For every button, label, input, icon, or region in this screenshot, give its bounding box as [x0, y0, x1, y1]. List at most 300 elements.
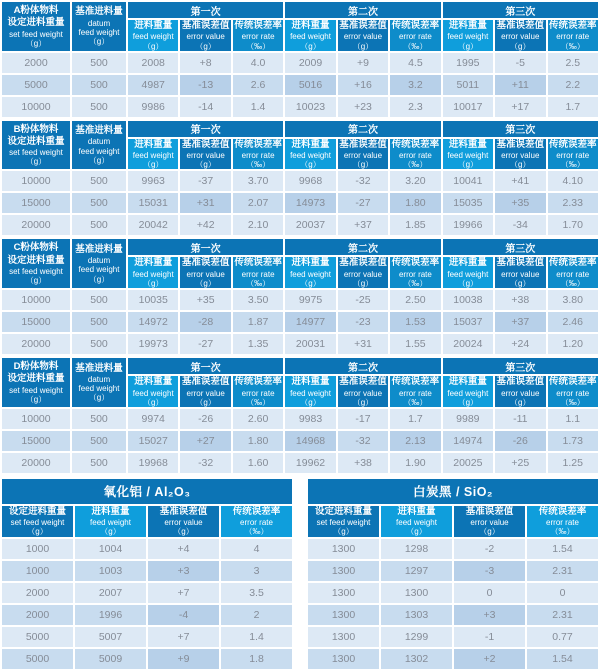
header-text: 设定进料重量 — [7, 254, 65, 266]
error-rate-header — [548, 20, 599, 51]
header-text: error rate — [241, 32, 275, 42]
data-cell: 1996 — [75, 605, 146, 625]
data-cell: 10041 — [443, 171, 493, 191]
data-cell: 500 — [72, 409, 126, 429]
trial-2-header: 第二次 — [285, 239, 440, 255]
header-text: （g） — [25, 394, 47, 404]
header-text: feed weight — [447, 388, 489, 398]
header-text: set feed weight — [316, 518, 371, 528]
data-cell: 1.7 — [548, 97, 599, 117]
table-row — [2, 97, 598, 117]
error-value-header — [180, 20, 230, 51]
data-cell: -14 — [180, 97, 230, 117]
data-cell: 500 — [72, 53, 126, 73]
data-cell: 15031 — [128, 193, 178, 213]
header-text: B粉体物料 — [13, 123, 59, 135]
header-text: set feed weight — [9, 266, 63, 276]
data-cell: 1003 — [75, 561, 146, 581]
data-cell: 20024 — [443, 334, 493, 354]
data-cell: 20031 — [285, 334, 335, 354]
data-cell: 2000 — [2, 53, 70, 73]
datum-feed-weight-header — [72, 2, 126, 51]
feed-weight-header — [285, 139, 335, 170]
data-cell: 1300 — [308, 605, 379, 625]
header-text: error value — [164, 518, 203, 528]
header-text: 基准误差值 — [496, 138, 545, 150]
data-cell: 10035 — [128, 290, 178, 310]
error-rate-header — [548, 376, 599, 407]
data-cell: 1.4 — [233, 97, 283, 117]
data-cell: 1302 — [381, 649, 452, 669]
header-text: 进料重量 — [448, 20, 487, 31]
header-text: （g） — [25, 38, 47, 48]
trial-2-header: 第二次 — [285, 358, 440, 374]
data-cell: 2.6 — [233, 75, 283, 95]
header-text: error value — [343, 388, 383, 398]
trial-2-header: 第二次 — [285, 121, 440, 137]
header-text: feed weight — [78, 27, 120, 37]
header-text: 基准误差值 — [339, 20, 387, 31]
error-value-header — [495, 257, 545, 288]
error-rate-header — [390, 257, 440, 288]
header-text: （g） — [142, 278, 164, 288]
compound-table-1 — [0, 477, 294, 671]
data-cell: 2007 — [75, 583, 146, 603]
data-cell: 1.54 — [527, 539, 598, 559]
header-text: 进料重量 — [134, 138, 173, 150]
header-text: （‰） — [246, 278, 271, 288]
data-cell: 500 — [72, 290, 126, 310]
header-text: 传统误差率 — [234, 20, 282, 31]
data-cell: 20037 — [285, 215, 335, 235]
header-text: error value — [186, 32, 225, 42]
trial-2-header: 第二次 — [285, 2, 440, 18]
data-cell: 2000 — [2, 605, 73, 625]
table-row — [2, 193, 598, 213]
data-cell: 9983 — [285, 409, 335, 429]
data-cell: 1.25 — [548, 453, 599, 473]
trial-3-header: 第三次 — [443, 121, 598, 137]
table-row — [2, 561, 292, 581]
data-cell: -28 — [180, 312, 230, 332]
header-row — [2, 506, 292, 537]
header-text: （‰） — [403, 278, 428, 288]
set-feed-weight-header — [308, 506, 379, 537]
data-cell: 500 — [72, 171, 126, 191]
feed-weight-header — [128, 20, 178, 51]
data-cell: 10000 — [2, 171, 70, 191]
data-cell: +31 — [338, 334, 388, 354]
data-cell: +35 — [495, 193, 545, 213]
header-text: feed weight — [78, 146, 120, 156]
data-cell: -17 — [338, 409, 388, 429]
data-cell: 500 — [72, 193, 126, 213]
header-text: （g） — [88, 37, 110, 47]
header-text: （g） — [510, 160, 531, 170]
powder-table-A — [0, 0, 600, 119]
error-value-header — [180, 139, 230, 170]
data-cell: -11 — [495, 409, 545, 429]
data-cell: 2.10 — [233, 215, 283, 235]
title-row — [308, 479, 598, 504]
header-text: 基准误差值 — [181, 20, 230, 31]
header-text: feed weight — [447, 32, 489, 42]
data-cell: 9963 — [128, 171, 178, 191]
header-text: 进料重量 — [397, 505, 436, 517]
data-cell: 2000 — [2, 583, 73, 603]
data-cell: 9974 — [128, 409, 178, 429]
header-text: （g） — [173, 527, 194, 537]
data-cell: 1.55 — [390, 334, 440, 354]
data-cell: 1.35 — [233, 334, 283, 354]
header-text: set feed weight — [9, 385, 63, 395]
data-cell: 0.77 — [527, 627, 598, 647]
header-text: 基准误差值 — [465, 505, 514, 517]
header-text: 基准进料量 — [75, 362, 123, 374]
feed-weight-header — [285, 257, 335, 288]
data-cell: -32 — [338, 431, 388, 451]
header-text: 进料重量 — [448, 257, 487, 269]
header-text: feed weight — [132, 388, 174, 398]
set-feed-weight-header — [2, 358, 70, 407]
header-text: error value — [501, 32, 540, 42]
header-text: 传统误差率 — [234, 138, 282, 150]
data-cell: 19966 — [443, 215, 493, 235]
data-cell: -27 — [338, 193, 388, 213]
error-value-header — [338, 257, 388, 288]
data-cell: 2.33 — [548, 193, 599, 213]
header-text: feed weight — [90, 518, 131, 528]
data-cell: 1303 — [381, 605, 452, 625]
header-group-row — [2, 358, 598, 374]
header-text: （g） — [457, 160, 479, 170]
data-cell: 15027 — [128, 431, 178, 451]
data-cell: 4.5 — [390, 53, 440, 73]
header-text: 传统误差率 — [548, 376, 597, 388]
header-text: error rate — [398, 269, 432, 279]
data-cell: 5009 — [75, 649, 146, 669]
error-rate-header — [233, 376, 283, 407]
table-title: 氧化铝 / Al₂O₃ — [2, 479, 292, 504]
data-cell: 3.80 — [548, 290, 599, 310]
data-cell: 10000 — [2, 409, 70, 429]
data-cell: +9 — [148, 649, 219, 669]
table-row — [2, 453, 598, 473]
feed-weight-header — [75, 506, 146, 537]
header-text: 基准进料量 — [75, 125, 123, 137]
error-value-header — [148, 506, 219, 537]
header-text: datum — [87, 374, 111, 384]
table-row — [2, 334, 598, 354]
table-row — [2, 75, 598, 95]
data-cell: 19962 — [285, 453, 335, 473]
header-text: 基准误差值 — [339, 138, 387, 150]
powder-table-B — [0, 119, 600, 238]
data-cell: +38 — [495, 290, 545, 310]
data-cell: -27 — [180, 334, 230, 354]
header-text: 设定进料重量 — [314, 505, 372, 517]
data-cell: 19968 — [128, 453, 178, 473]
header-text: 传统误差率 — [232, 505, 281, 517]
header-text: 进料重量 — [91, 505, 130, 517]
data-cell: 14968 — [285, 431, 335, 451]
header-text: 进料重量 — [291, 138, 330, 150]
data-cell: 2009 — [285, 53, 335, 73]
data-cell: 1300 — [308, 583, 379, 603]
data-cell: 1000 — [2, 539, 73, 559]
data-cell: 1299 — [381, 627, 452, 647]
header-text: （g） — [352, 160, 374, 170]
data-cell: 1.20 — [548, 334, 599, 354]
header-text: 进料重量 — [291, 376, 330, 388]
header-text: 进料重量 — [448, 376, 487, 388]
data-cell: +23 — [338, 97, 388, 117]
powder-table-D — [0, 356, 600, 475]
data-cell: 1.7 — [390, 409, 440, 429]
header-text: error rate — [556, 388, 590, 398]
data-cell: +11 — [495, 75, 545, 95]
data-cell: 5000 — [2, 627, 73, 647]
data-cell: 1.4 — [221, 627, 292, 647]
data-cell: 5000 — [2, 649, 73, 669]
powder-table-C — [0, 237, 600, 356]
header-text: set feed weight — [10, 518, 65, 528]
data-cell: -4 — [148, 605, 219, 625]
header-text: （g） — [457, 397, 479, 407]
header-text: feed weight — [447, 151, 489, 161]
header-text: （‰） — [244, 527, 269, 537]
header-text: datum — [87, 256, 111, 266]
data-cell: 1.54 — [527, 649, 598, 669]
header-text: 基准进料量 — [75, 243, 123, 255]
header-text: error value — [343, 32, 383, 42]
header-text: （g） — [195, 397, 216, 407]
header-text: （g） — [300, 160, 321, 170]
table-row — [2, 171, 598, 191]
data-cell: 15037 — [443, 312, 493, 332]
header-text: feed weight — [447, 269, 489, 279]
error-value-header — [454, 506, 525, 537]
compound-table-2 — [306, 477, 600, 671]
header-text: 传统误差率 — [391, 257, 440, 269]
data-cell: 1.70 — [548, 215, 599, 235]
error-value-header — [495, 139, 545, 170]
header-text: （‰） — [246, 160, 271, 170]
header-text: （‰） — [403, 41, 428, 51]
header-text: （‰） — [560, 41, 585, 51]
data-cell: 20000 — [2, 453, 70, 473]
header-text: （g） — [300, 397, 321, 407]
data-cell: 0 — [527, 583, 598, 603]
table-row — [308, 539, 598, 559]
data-cell: 4 — [221, 539, 292, 559]
header-text: error value — [343, 269, 383, 279]
data-cell: 5016 — [285, 75, 335, 95]
header-text: 传统误差率 — [538, 505, 587, 517]
header-text: （g） — [100, 527, 121, 537]
data-cell: 10000 — [2, 97, 70, 117]
header-group-row — [2, 239, 598, 255]
data-cell: 2 — [221, 605, 292, 625]
header-text: error rate — [546, 518, 579, 528]
data-cell: +27 — [180, 431, 230, 451]
feed-weight-header — [443, 20, 493, 51]
header-text: （g） — [406, 527, 427, 537]
data-cell: 1300 — [308, 627, 379, 647]
data-cell: 2.2 — [548, 75, 599, 95]
data-cell: 1300 — [308, 539, 379, 559]
header-text: 传统误差率 — [548, 20, 597, 31]
header-text: error rate — [556, 269, 590, 279]
header-text: 设定进料重量 — [7, 373, 65, 385]
error-value-header — [495, 376, 545, 407]
data-cell: 9986 — [128, 97, 178, 117]
datum-feed-weight-header — [72, 358, 126, 407]
header-text: （‰） — [550, 527, 575, 537]
data-cell: 9989 — [443, 409, 493, 429]
data-cell: 5000 — [2, 75, 70, 95]
data-cell: 1.53 — [390, 312, 440, 332]
set-feed-weight-header — [2, 506, 73, 537]
feed-weight-header — [381, 506, 452, 537]
data-cell: 1.90 — [390, 453, 440, 473]
data-cell: 2.31 — [527, 561, 598, 581]
data-cell: 500 — [72, 431, 126, 451]
header-text: feed weight — [132, 32, 174, 42]
data-cell: 2.07 — [233, 193, 283, 213]
data-cell: 500 — [72, 453, 126, 473]
data-cell: 10023 — [285, 97, 335, 117]
header-text: error value — [186, 151, 225, 161]
data-cell: -5 — [495, 53, 545, 73]
data-cell: 3.70 — [233, 171, 283, 191]
feed-weight-header — [128, 376, 178, 407]
header-text: 进料重量 — [134, 257, 173, 269]
data-cell: 500 — [72, 215, 126, 235]
header-text: 基准误差值 — [339, 376, 387, 388]
compound-material-tables-section — [0, 477, 600, 671]
error-rate-header — [221, 506, 292, 537]
header-text: 进料重量 — [291, 257, 330, 269]
data-cell: +25 — [495, 453, 545, 473]
table-row — [2, 649, 292, 669]
error-rate-header — [390, 376, 440, 407]
data-cell: -13 — [180, 75, 230, 95]
header-text: （g） — [27, 527, 48, 537]
feed-weight-header — [285, 376, 335, 407]
header-text: error value — [186, 269, 225, 279]
header-text: error rate — [241, 269, 275, 279]
header-text: 设定进料重量 — [7, 17, 65, 29]
header-text: feed weight — [132, 269, 174, 279]
feed-weight-header — [285, 20, 335, 51]
data-cell: 9968 — [285, 171, 335, 191]
data-cell: 3.20 — [390, 171, 440, 191]
data-cell: 10017 — [443, 97, 493, 117]
trial-3-header: 第三次 — [443, 358, 598, 374]
data-cell: 14977 — [285, 312, 335, 332]
data-cell: +7 — [148, 583, 219, 603]
header-text: error rate — [241, 151, 275, 161]
header-text: （g） — [300, 41, 321, 51]
header-text: （g） — [510, 397, 531, 407]
trial-1-header: 第一次 — [128, 239, 283, 255]
header-text: A粉体物料 — [13, 4, 59, 16]
table-row — [2, 409, 598, 429]
table-row — [2, 53, 598, 73]
header-text: feed weight — [290, 269, 331, 279]
error-value-header — [338, 20, 388, 51]
header-text: （g） — [142, 397, 164, 407]
header-text: 基准误差值 — [181, 257, 230, 269]
header-text: set feed weight — [9, 29, 63, 39]
data-cell: +31 — [180, 193, 230, 213]
data-cell: +42 — [180, 215, 230, 235]
error-value-header — [180, 257, 230, 288]
data-cell: +37 — [338, 215, 388, 235]
header-text: （‰） — [246, 41, 271, 51]
header-text: feed weight — [396, 518, 437, 528]
data-cell: 3 — [221, 561, 292, 581]
datum-feed-weight-header — [72, 239, 126, 288]
data-cell: 19973 — [128, 334, 178, 354]
header-text: 传统误差率 — [391, 376, 440, 388]
data-cell: 0 — [454, 583, 525, 603]
data-cell: 15000 — [2, 193, 70, 213]
header-text: （‰） — [246, 397, 271, 407]
title-row — [2, 479, 292, 504]
header-text: D粉体物料 — [13, 360, 59, 372]
trial-3-header: 第三次 — [443, 2, 598, 18]
data-cell: -34 — [495, 215, 545, 235]
data-cell: 2.31 — [527, 605, 598, 625]
data-cell: 3.50 — [233, 290, 283, 310]
header-text: （g） — [457, 41, 479, 51]
data-cell: +9 — [338, 53, 388, 73]
header-text: error rate — [398, 151, 432, 161]
header-group-row — [2, 121, 598, 137]
data-cell: 3.5 — [221, 583, 292, 603]
header-text: feed weight — [78, 265, 120, 275]
header-text: error rate — [556, 151, 590, 161]
data-cell: 2.46 — [548, 312, 599, 332]
header-text: （g） — [142, 41, 164, 51]
data-cell: +3 — [148, 561, 219, 581]
data-cell: 2.13 — [390, 431, 440, 451]
error-rate-header — [390, 20, 440, 51]
data-cell: 10000 — [2, 290, 70, 310]
trial-3-header: 第三次 — [443, 239, 598, 255]
header-text: feed weight — [78, 384, 120, 394]
header-text: 设定进料重量 — [8, 505, 66, 517]
datum-feed-weight-header — [72, 121, 126, 170]
header-text: 进料重量 — [134, 20, 173, 31]
data-cell: -1 — [454, 627, 525, 647]
header-text: 基准误差值 — [159, 505, 208, 517]
header-text: 传统误差率 — [234, 257, 282, 269]
data-cell: 1.73 — [548, 431, 599, 451]
data-cell: 2.60 — [233, 409, 283, 429]
data-cell: 2008 — [128, 53, 178, 73]
data-cell: -32 — [180, 453, 230, 473]
header-text: 设定进料重量 — [7, 135, 65, 147]
header-text: error value — [186, 388, 225, 398]
feed-weight-header — [128, 257, 178, 288]
header-text: （g） — [88, 393, 110, 403]
header-text: error value — [501, 269, 540, 279]
header-text: error rate — [556, 32, 590, 42]
header-text: feed weight — [290, 388, 331, 398]
